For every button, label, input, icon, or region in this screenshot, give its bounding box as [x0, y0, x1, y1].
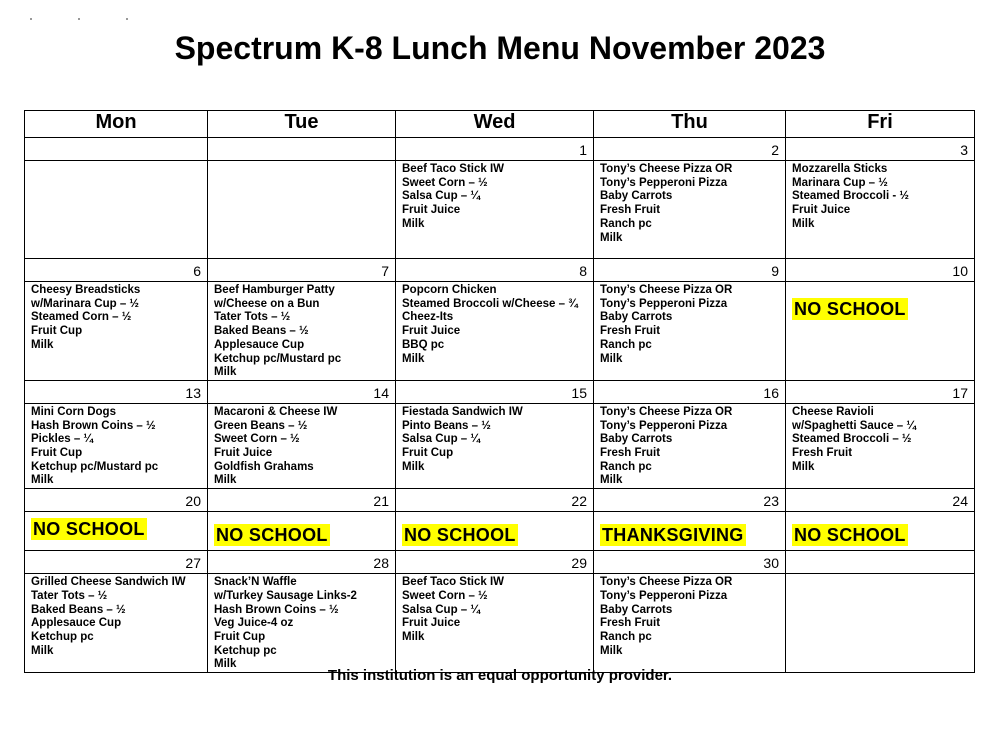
- menu-row: [25, 161, 975, 259]
- day-menu: [786, 161, 975, 259]
- menu-item: Tater Tots – ½: [31, 589, 108, 602]
- day-number: 28: [208, 551, 396, 574]
- menu-item: Applesauce Cup: [214, 338, 305, 351]
- date-row: [25, 551, 975, 574]
- day-menu: [208, 282, 396, 381]
- day-menu: [25, 574, 208, 673]
- menu-item: Tony’s Cheese Pizza OR: [600, 576, 733, 589]
- menu-item: Fruit Cup: [402, 447, 454, 460]
- menu-item: Milk: [402, 217, 425, 230]
- day-menu: [208, 161, 396, 259]
- day-menu: [25, 282, 208, 381]
- menu-item: Tony’s Pepperoni Pizza: [600, 419, 728, 432]
- day-menu: [786, 574, 975, 673]
- no-school-banner: NO SCHOOL: [794, 299, 906, 319]
- menu-item: Milk: [600, 352, 623, 365]
- menu-item: Beef Hamburger Patty: [214, 284, 335, 296]
- day-number: 8: [396, 259, 594, 282]
- menu-item: Fresh Fruit: [792, 447, 853, 460]
- no-school-banner: NO SCHOOL: [404, 525, 516, 546]
- menu-item: Fiestada Sandwich IW: [402, 405, 523, 418]
- day-menu: [208, 574, 396, 673]
- menu-item: Milk: [214, 366, 237, 379]
- menu-item: w/Turkey Sausage Links-2: [214, 589, 357, 602]
- menu-item: Fruit Juice: [402, 204, 461, 217]
- day-menu: [208, 512, 396, 551]
- menu-item: Ranch pc: [600, 338, 652, 351]
- day-header-tue: Tue: [208, 111, 396, 138]
- day-number: 16: [594, 380, 786, 403]
- menu-item: Grilled Cheese Sandwich IW: [31, 576, 186, 589]
- day-number: 14: [208, 380, 396, 403]
- no-school-banner: NO SCHOOL: [794, 525, 906, 546]
- day-number: 1: [396, 138, 594, 161]
- day-menu: [396, 403, 594, 488]
- menu-item: Ketchup pc/Mustard pc: [214, 352, 342, 365]
- menu-item: Beef Taco Stick IW: [402, 576, 505, 589]
- menu-row: [25, 403, 975, 488]
- day-number: 9: [594, 259, 786, 282]
- menu-item: Salsa Cup – ¼: [402, 190, 480, 203]
- day-number: 22: [396, 489, 594, 512]
- menu-item: Baked Beans – ½: [31, 603, 126, 616]
- menu-item: Cheesy Breadsticks: [31, 284, 141, 296]
- day-menu: [594, 574, 786, 673]
- menu-item: Ranch pc: [600, 630, 652, 643]
- date-row: [25, 138, 975, 161]
- menu-item: w/Spaghetti Sauce – ¼: [792, 419, 916, 432]
- day-number: 23: [594, 489, 786, 512]
- day-header-row: [25, 111, 975, 138]
- menu-item: Tater Tots – ½: [214, 311, 291, 324]
- day-menu: [396, 512, 594, 551]
- menu-item: Salsa Cup – ¼: [402, 603, 480, 616]
- day-number: 21: [208, 489, 396, 512]
- day-number: 6: [25, 259, 208, 282]
- menu-item: Ketchup pc: [31, 630, 94, 643]
- menu-item: Baby Carrots: [600, 311, 673, 324]
- menu-item: Baked Beans – ½: [214, 325, 309, 338]
- menu-item: Applesauce Cup: [31, 617, 122, 630]
- menu-item: Sweet Corn – ½: [402, 176, 488, 189]
- date-row: [25, 380, 975, 403]
- day-menu: [208, 403, 396, 488]
- menu-item: Pinto Beans – ½: [402, 419, 491, 432]
- menu-item: Fruit Juice: [792, 204, 851, 217]
- menu-item: Snack’N Waffle: [214, 576, 297, 589]
- menu-item: Baby Carrots: [600, 190, 673, 203]
- menu-item: Milk: [214, 474, 237, 487]
- menu-item: Milk: [402, 460, 425, 473]
- day-number: 13: [25, 380, 208, 403]
- day-number: [25, 138, 208, 161]
- menu-item: Macaroni & Cheese IW: [214, 405, 338, 418]
- menu-item: Fruit Juice: [214, 447, 273, 460]
- menu-item: Tony’s Pepperoni Pizza: [600, 589, 728, 602]
- menu-item: Tony’s Cheese Pizza OR: [600, 163, 733, 175]
- day-number: 20: [25, 489, 208, 512]
- menu-item: Milk: [402, 630, 425, 643]
- day-number: 2: [594, 138, 786, 161]
- day-menu: [25, 161, 208, 259]
- day-menu: [396, 161, 594, 259]
- day-menu: [594, 282, 786, 381]
- day-number: 30: [594, 551, 786, 574]
- day-number: 27: [25, 551, 208, 574]
- scan-marks: [30, 18, 140, 24]
- menu-item: BBQ pc: [402, 338, 445, 351]
- day-number: 3: [786, 138, 975, 161]
- day-menu: [25, 512, 208, 551]
- menu-item: Fruit Cup: [214, 630, 266, 643]
- menu-item: Milk: [402, 352, 425, 365]
- menu-item: w/Cheese on a Bun: [214, 297, 320, 310]
- menu-item: Fruit Cup: [31, 325, 83, 338]
- menu-item: Beef Taco Stick IW: [402, 163, 505, 175]
- no-school-banner: NO SCHOOL: [216, 525, 328, 546]
- menu-item: Tony’s Cheese Pizza OR: [600, 405, 733, 418]
- menu-item: Fresh Fruit: [600, 447, 661, 460]
- menu-row: [25, 574, 975, 673]
- menu-item: Mini Corn Dogs: [31, 405, 116, 418]
- menu-item: Fresh Fruit: [600, 204, 661, 217]
- day-menu: [786, 512, 975, 551]
- menu-item: Popcorn Chicken: [402, 284, 497, 296]
- footer-notice: This institution is an equal opportunity provider.: [327, 667, 673, 684]
- menu-item: w/Marinara Cup – ½: [31, 297, 140, 310]
- menu-item: Milk: [600, 644, 623, 657]
- menu-item: Sweet Corn – ½: [402, 589, 488, 602]
- no-school-banner: NO SCHOOL: [33, 519, 145, 540]
- menu-item: Fruit Juice: [402, 617, 461, 630]
- menu-item: Fruit Cup: [31, 447, 83, 460]
- date-row: [25, 259, 975, 282]
- menu-row: [25, 282, 975, 381]
- day-number: 7: [208, 259, 396, 282]
- menu-item: Milk: [31, 338, 54, 351]
- lunch-calendar: [24, 110, 975, 673]
- day-number: 29: [396, 551, 594, 574]
- menu-item: Fruit Juice: [402, 325, 461, 338]
- page-title: Spectrum K-8 Lunch Menu November 2023: [174, 30, 826, 66]
- day-menu: [396, 574, 594, 673]
- day-menu: [594, 512, 786, 551]
- day-menu: [594, 403, 786, 488]
- menu-item: Sweet Corn – ½: [214, 433, 300, 446]
- menu-item: Tony’s Cheese Pizza OR: [600, 284, 733, 296]
- day-header-fri: Fri: [786, 111, 975, 138]
- menu-item: Baby Carrots: [600, 603, 673, 616]
- day-number: 15: [396, 380, 594, 403]
- menu-item: Milk: [31, 644, 54, 657]
- thanksgiving-banner: THANKSGIVING: [602, 525, 744, 546]
- menu-item: Salsa Cup – ¼: [402, 433, 480, 446]
- menu-item: Cheez-Its: [402, 311, 454, 324]
- menu-row: [25, 512, 975, 551]
- menu-item: Milk: [792, 217, 815, 230]
- menu-item: Ranch pc: [600, 217, 652, 230]
- menu-item: Ranch pc: [600, 460, 652, 473]
- menu-item: Veg Juice-4 oz: [214, 617, 294, 630]
- day-menu: [25, 403, 208, 488]
- menu-item: Baby Carrots: [600, 433, 673, 446]
- day-menu: [396, 282, 594, 381]
- menu-item: Cheese Ravioli: [792, 405, 874, 418]
- menu-item: Steamed Broccoli – ½: [792, 433, 912, 446]
- menu-item: Tony’s Pepperoni Pizza: [600, 176, 728, 189]
- day-header-thu: Thu: [594, 111, 786, 138]
- menu-item: Fresh Fruit: [600, 617, 661, 630]
- menu-item: Mozzarella Sticks: [792, 163, 888, 175]
- menu-item: Steamed Broccoli w/Cheese – ¾: [402, 297, 578, 310]
- day-menu: [594, 161, 786, 259]
- menu-item: Milk: [600, 474, 623, 487]
- day-number: [208, 138, 396, 161]
- menu-item: Hash Brown Coins – ½: [214, 603, 339, 616]
- menu-item: Milk: [214, 658, 237, 671]
- day-header-mon: Mon: [25, 111, 208, 138]
- day-header-wed: Wed: [396, 111, 594, 138]
- day-number: 17: [786, 380, 975, 403]
- menu-item: Tony’s Pepperoni Pizza: [600, 297, 728, 310]
- menu-item: Fresh Fruit: [600, 325, 661, 338]
- menu-item: Hash Brown Coins – ½: [31, 419, 156, 432]
- day-number: 10: [786, 259, 975, 282]
- menu-item: Milk: [31, 474, 54, 487]
- date-row: [25, 489, 975, 512]
- day-number: [786, 551, 975, 574]
- menu-item: Ketchup pc: [214, 644, 277, 657]
- menu-item: Milk: [600, 231, 623, 244]
- day-menu: [786, 282, 975, 381]
- day-number: 24: [786, 489, 975, 512]
- menu-item: Green Beans – ½: [214, 419, 308, 432]
- menu-item: Pickles – ¼: [31, 433, 94, 446]
- day-menu: [786, 403, 975, 488]
- menu-item: Milk: [792, 460, 815, 473]
- menu-item: Steamed Broccoli - ½: [792, 190, 909, 203]
- menu-item: Steamed Corn – ½: [31, 311, 132, 324]
- menu-item: Goldfish Grahams: [214, 460, 314, 473]
- menu-item: Ketchup pc/Mustard pc: [31, 460, 159, 473]
- menu-item: Marinara Cup – ½: [792, 176, 888, 189]
